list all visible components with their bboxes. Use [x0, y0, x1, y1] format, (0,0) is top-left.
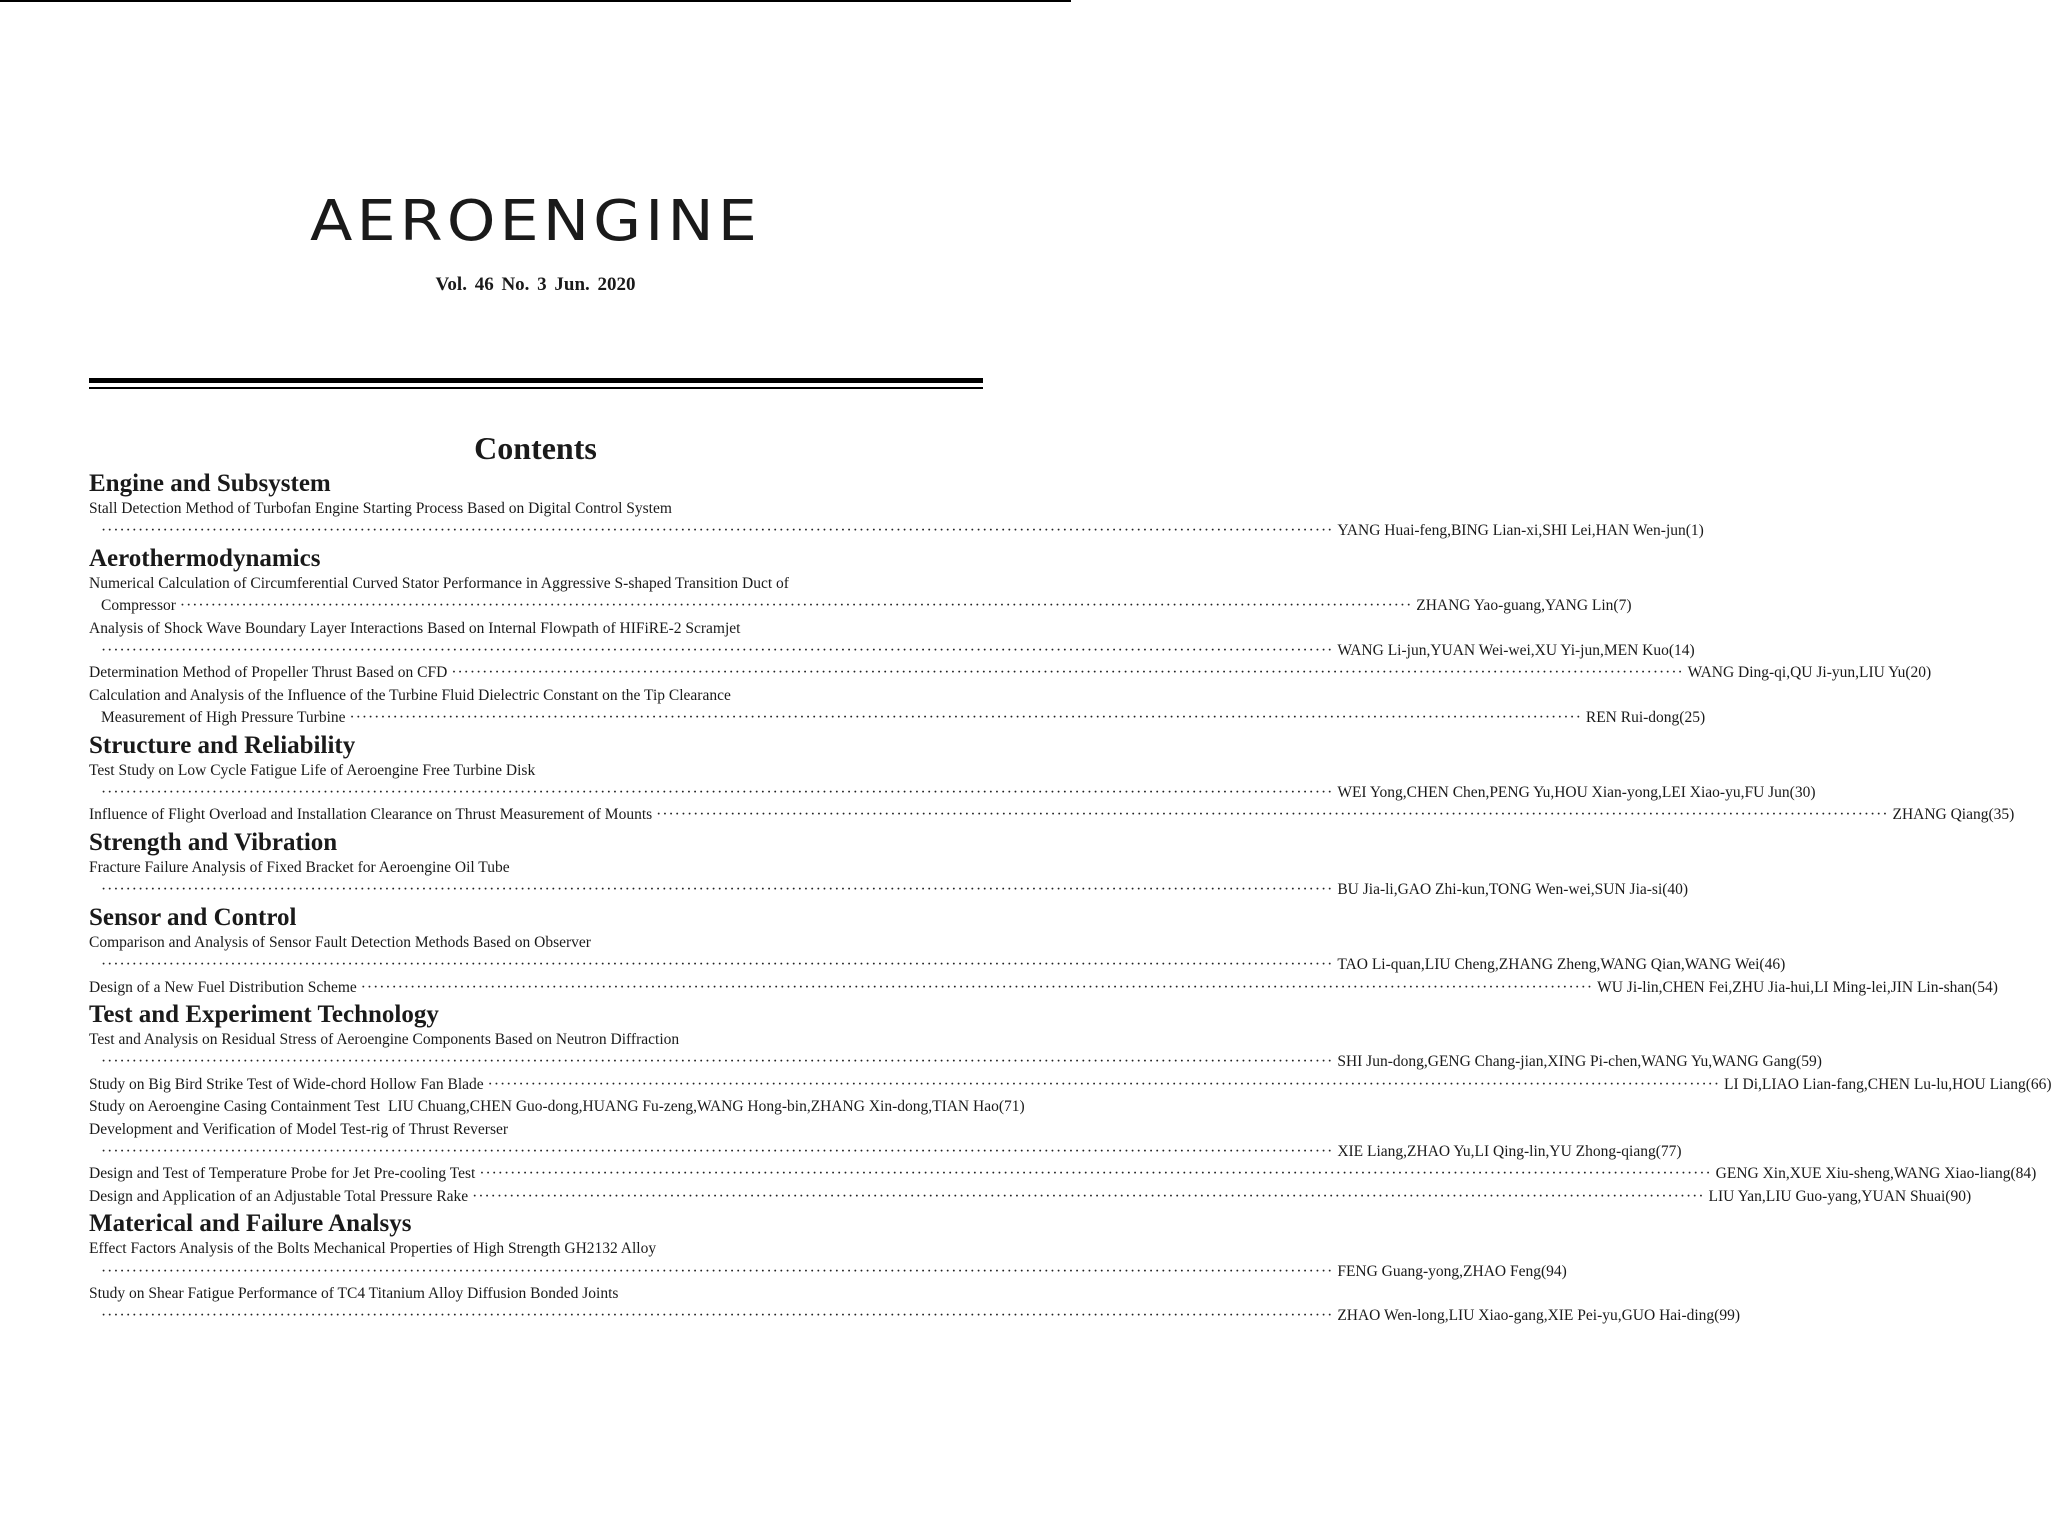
toc-title-line: [89, 595, 1632, 617]
article-title[interactable]: Analysis of Shock Wave Boundary Layer Interactions Based on Internal Flowpath of HIFiRE-2 Scramjet: [89, 619, 741, 637]
article-title[interactable]: Numerical Calculation of Circumferential Curved Stator Performance in Aggressive S-shaped Transition Duct of: [89, 574, 789, 592]
toc-title-line: [89, 707, 1706, 729]
dot-leader: ········································································································································································································: [101, 1142, 1334, 1160]
article-title[interactable]: Study on Big Bird Strike Test of Wide-chord Hollow Fan Blade: [89, 1075, 484, 1093]
header-rule-thin: [89, 387, 983, 389]
table-of-contents: [89, 468, 2052, 1328]
article-title[interactable]: Calculation and Analysis of the Influence of the Turbine Fluid Dielectric Constant on the Tip Clearance: [89, 686, 731, 704]
toc-authors-line: [89, 954, 1786, 976]
article-title[interactable]: Determination Method of Propeller Thrust Based on CFD: [89, 664, 448, 682]
article-title[interactable]: Design and Application of an Adjustable Total Pressure Rake: [89, 1187, 469, 1205]
toc-title-line: [89, 662, 1932, 684]
toc-title-line: [89, 857, 983, 879]
toc-title-line: [89, 1163, 2037, 1185]
toc-title-line: [89, 1283, 983, 1305]
top-border-line: [0, 0, 1071, 2]
article-authors-page: ZHAO Wen-long,LIU Xiao-gang,XIE Pei-yu,GUO Hai-ding(99): [1337, 1307, 1740, 1325]
article-title[interactable]: Study on Shear Fatigue Performance of TC4 Titanium Alloy Diffusion Bonded Joints: [89, 1284, 619, 1302]
dot-leader: ········································································································································································································: [101, 1053, 1334, 1071]
dot-leader: ········································································································································································································: [101, 1307, 1334, 1325]
article-authors-page: REN Rui-dong(25): [1585, 709, 1706, 727]
article-authors-page: BU Jia-li,GAO Zhi-kun,TONG Wen-wei,SUN Jia-si(40): [1337, 881, 1689, 899]
article-title[interactable]: Design and Test of Temperature Probe for Jet Pre-cooling Test: [89, 1165, 476, 1183]
toc-title-line: [89, 1186, 1972, 1208]
article-authors-page: WU Ji-lin,CHEN Fei,ZHU Jia-hui,LI Ming-lei,JIN Lin-shan(54): [1597, 978, 1998, 996]
toc-title-line: [89, 1029, 983, 1051]
section-heading: Sensor and Control: [89, 903, 297, 931]
dot-leader: ········································································································································································································: [656, 806, 1889, 824]
article-title[interactable]: Stall Detection Method of Turbofan Engine Starting Process Based on Digital Control System: [89, 500, 672, 517]
toc-authors-line: [89, 782, 1816, 804]
article-authors-page: TAO Li-quan,LIU Cheng,ZHANG Zheng,WANG Qian,WANG Wei(46): [1337, 956, 1786, 974]
dot-leader: ········································································································································································································: [479, 1165, 1712, 1183]
dot-leader: ········································································································································································································: [101, 642, 1334, 660]
dot-leader: ········································································································································································································: [101, 881, 1334, 899]
toc-title-line: [89, 618, 983, 640]
article-title[interactable]: Test Study on Low Cycle Fatigue Life of Aeroengine Free Turbine Disk: [89, 761, 536, 779]
toc-authors-line: [89, 640, 1695, 662]
journal-issue: Vol. 46 No. 3 Jun. 2020: [435, 274, 636, 295]
dot-leader: ········································································································································································································: [179, 597, 1413, 615]
section-heading: Aerothermodynamics: [89, 544, 321, 572]
article-title[interactable]: Compressor: [101, 597, 176, 615]
article-title[interactable]: Measurement of High Pressure Turbine: [101, 709, 346, 727]
dot-leader: ········································································································································································································: [451, 664, 1684, 682]
article-title[interactable]: Study on Aeroengine Casing Containment Test: [89, 1098, 380, 1116]
dot-leader: ········································································································································································································: [101, 522, 1334, 540]
toc-title-line: [89, 1096, 1025, 1118]
toc-title-line: [89, 1119, 983, 1141]
toc-title-line: [89, 977, 1998, 999]
article-authors-page: SHI Jun-dong,GENG Chang-jian,XING Pi-chen,WANG Yu,WANG Gang(59): [1337, 1053, 1822, 1071]
dot-leader: ········································································································································································································: [349, 709, 1582, 727]
toc-authors-line: [89, 1305, 1740, 1327]
toc-authors-line: [89, 1141, 1682, 1163]
dot-leader: ········································································································································································································: [101, 956, 1334, 974]
article-title[interactable]: Test and Analysis on Residual Stress of Aeroengine Components Based on Neutron Diffraction: [89, 1030, 680, 1048]
contents-heading: Contents: [474, 430, 597, 466]
toc-title-line: [89, 1074, 2052, 1096]
toc-authors-line: [89, 1261, 1567, 1283]
header-rule-thick: [89, 378, 983, 383]
section-heading: Strength and Vibration: [89, 828, 338, 856]
dot-leader: ········································································································································································································: [101, 1262, 1334, 1280]
article-title[interactable]: Effect Factors Analysis of the Bolts Mechanical Properties of High Strength GH2132 Alloy: [89, 1240, 657, 1258]
toc-title-line: [89, 573, 983, 595]
article-authors-page: LI Di,LIAO Lian-fang,CHEN Lu-lu,HOU Liang(66): [1724, 1075, 2052, 1093]
journal-title: AEROENGINE: [310, 188, 761, 254]
article-authors-page: WEI Yong,CHEN Chen,PENG Yu,HOU Xian-yong,LEI Xiao-yu,FU Jun(30): [1337, 784, 1816, 802]
toc-title-line: [89, 498, 983, 520]
article-authors-page: XIE Liang,ZHAO Yu,LI Qing-lin,YU Zhong-qiang(77): [1337, 1142, 1682, 1160]
toc-authors-line: [89, 879, 1689, 901]
toc-title-line: [89, 760, 983, 782]
section-heading: Test and Experiment Technology: [89, 1000, 439, 1028]
dot-leader: ········································································································································································································: [360, 978, 1594, 996]
section-heading: Materical and Failure Analsys: [89, 1210, 412, 1238]
article-authors-page: ZHANG Qiang(35): [1892, 806, 2015, 824]
section-heading: Structure and Reliability: [89, 731, 356, 759]
article-authors-page: FENG Guang-yong,ZHAO Feng(94): [1337, 1262, 1567, 1280]
article-title[interactable]: Design of a New Fuel Distribution Scheme: [89, 978, 357, 996]
toc-title-line: [89, 932, 983, 954]
dot-leader: ········································································································································································································: [487, 1075, 1720, 1093]
article-authors-page: ZHANG Yao-guang,YANG Lin(7): [1416, 597, 1632, 615]
article-title[interactable]: Fracture Failure Analysis of Fixed Bracket for Aeroengine Oil Tube: [89, 858, 510, 876]
article-title[interactable]: Development and Verification of Model Test-rig of Thrust Reverser: [89, 1120, 509, 1138]
toc-authors-line: [89, 520, 1704, 542]
toc-authors-line: [89, 1051, 1822, 1073]
toc-title-line: [89, 1238, 983, 1260]
article-authors-page: WANG Li-jun,YUAN Wei-wei,XU Yi-jun,MEN Kuo(14): [1337, 642, 1695, 660]
article-authors-page: LIU Chuang,CHEN Guo-dong,HUANG Fu-zeng,WANG Hong-bin,ZHANG Xin-dong,TIAN Hao(71): [387, 1098, 1025, 1116]
section-heading: Engine and Subsystem: [89, 470, 331, 497]
article-title[interactable]: Comparison and Analysis of Sensor Fault Detection Methods Based on Observer: [89, 933, 591, 951]
dot-leader: ········································································································································································································: [472, 1187, 1705, 1205]
article-authors-page: LIU Yan,LIU Guo-yang,YUAN Shuai(90): [1708, 1187, 1972, 1205]
article-authors-page: YANG Huai-feng,BING Lian-xi,SHI Lei,HAN Wen-jun(1): [1337, 522, 1704, 540]
toc-title-line: [89, 685, 983, 707]
article-title[interactable]: Influence of Flight Overload and Installation Clearance on Thrust Measurement of Mounts: [89, 806, 653, 824]
dot-leader: ········································································································································································································: [101, 784, 1334, 802]
toc-title-line: [89, 804, 2015, 826]
article-authors-page: WANG Ding-qi,QU Ji-yun,LIU Yu(20): [1687, 664, 1932, 682]
article-authors-page: GENG Xin,XUE Xiu-sheng,WANG Xiao-liang(84): [1715, 1165, 2037, 1183]
